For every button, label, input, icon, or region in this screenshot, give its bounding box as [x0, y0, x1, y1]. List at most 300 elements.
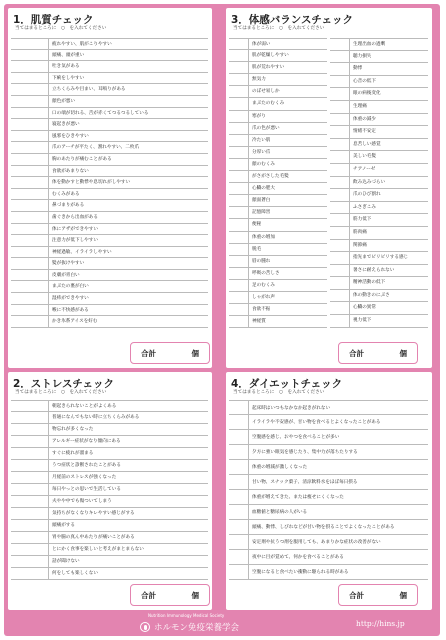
- check-box[interactable]: [330, 277, 350, 289]
- check-box[interactable]: [330, 126, 350, 138]
- section-title: 4．ダイエットチェック: [231, 378, 343, 390]
- checklist-item-text: 足のむくみ: [252, 282, 275, 288]
- check-box[interactable]: [330, 189, 350, 201]
- checklist-item-text: イライラや不安感が、甘い物を食べるとよくなったことがある: [252, 420, 381, 425]
- check-box[interactable]: [330, 51, 350, 63]
- checklist-row: [229, 207, 327, 219]
- checklist-row: [11, 568, 208, 580]
- check-box[interactable]: [229, 550, 249, 564]
- checklist-item-text: 皮膚が青白い: [52, 272, 80, 278]
- check-box[interactable]: [330, 76, 350, 88]
- check-box[interactable]: [11, 73, 49, 84]
- checklist-item-text: 毎日やっとの思いで生活している: [52, 487, 121, 492]
- checklist-item-text: すぐに疲れが溜まる: [52, 451, 94, 456]
- checklist-item-text: しゃがれ声: [252, 294, 275, 300]
- checklist-item-text: ふさぎこみ: [353, 204, 376, 210]
- check-box[interactable]: [229, 401, 249, 414]
- checklist-item-text: 精神活動の低下: [353, 280, 386, 286]
- total-label: 合計: [141, 590, 156, 600]
- checklist-item-text: 冷たい肌: [252, 137, 271, 143]
- checklist-rows-right: [330, 38, 428, 328]
- check-box[interactable]: [229, 490, 249, 504]
- check-box[interactable]: [11, 401, 49, 411]
- checklist-item-text: まぶたの裏が白い: [52, 284, 89, 290]
- check-box[interactable]: [330, 302, 350, 314]
- check-box[interactable]: [330, 240, 350, 252]
- checklist-row: [330, 76, 428, 89]
- check-box[interactable]: [330, 88, 350, 100]
- physical-balance-panel: [226, 8, 432, 368]
- checklist-row: [229, 135, 327, 147]
- checklist-item-text: 頭痛がする: [52, 523, 75, 528]
- count-unit: 個: [399, 348, 407, 358]
- check-box[interactable]: [229, 292, 249, 303]
- checklist-row: [11, 316, 208, 328]
- check-box[interactable]: [11, 508, 49, 519]
- check-box[interactable]: [11, 235, 49, 246]
- website-url: http://hins.jp: [356, 619, 405, 628]
- checklist-item-text: 甘い物、スナック菓子、清涼飲料水をほぼ毎日摂る: [252, 480, 358, 485]
- check-box[interactable]: [11, 270, 49, 281]
- check-box[interactable]: [11, 177, 49, 188]
- checklist-row: [11, 84, 208, 96]
- checklist-item-text: 疲れやすい、肌がこりやすい: [52, 42, 112, 47]
- check-box[interactable]: [330, 177, 350, 189]
- checklist-item-text: 美しい毛髪: [353, 154, 376, 160]
- section-title: 1．肌質チェック: [13, 14, 94, 26]
- checklist-row: [330, 164, 428, 177]
- checklist-item-text: 頭痛、動悸、しびれなどが甘い物を摂ることでよくなったことがある: [252, 525, 395, 530]
- checklist-row: [11, 189, 208, 201]
- checklist-item-text: 気持ちがなくなりキレやすい感じがする: [52, 511, 135, 516]
- check-box[interactable]: [11, 142, 49, 153]
- check-box[interactable]: [229, 268, 249, 279]
- checklist-item-text: 髪が抜けやすい: [52, 261, 85, 267]
- checklist-row: [330, 151, 428, 164]
- checklist-item-text: アレルギー症状がなり傾向にある: [52, 439, 121, 444]
- checklist-row: [330, 227, 428, 240]
- checklist-item-text: 体重が増えてきた、または痩せにくくなった: [252, 495, 344, 500]
- check-box[interactable]: [330, 227, 350, 239]
- check-box[interactable]: [330, 265, 350, 277]
- checklist-row: [330, 38, 428, 51]
- checklist-row: [11, 61, 208, 73]
- count-unit: 個: [191, 590, 199, 600]
- checklist-row: [229, 256, 327, 268]
- check-box[interactable]: [229, 159, 249, 170]
- checklist-row: [229, 195, 327, 207]
- check-box[interactable]: [229, 50, 249, 61]
- checklist-row: [229, 244, 327, 256]
- check-box[interactable]: [229, 111, 249, 122]
- checklist-item-text: 神経質: [252, 319, 266, 325]
- checklist-item-text: 空腹感を感じ、おやつを食べることが多い: [252, 435, 340, 440]
- checklist-item-text: 聴力損失: [353, 53, 372, 59]
- check-box[interactable]: [11, 258, 49, 269]
- checklist-row: [11, 556, 208, 568]
- checklist-item-text: 分厚い爪: [252, 149, 271, 155]
- count-unit: 個: [191, 348, 199, 358]
- checklist-item-text: 唇の腫れ: [252, 258, 271, 264]
- check-box[interactable]: [11, 424, 49, 435]
- checklist-item-text: 朝起きられないことがよくある: [52, 404, 117, 409]
- checklist-rows-left: [229, 38, 327, 328]
- checklist-rows: [11, 38, 208, 328]
- section-hint: 当てはまるところに ○ を入れてください: [233, 26, 325, 31]
- checklist-item-text: 脱毛: [252, 246, 262, 252]
- checklist-item-text: 心臓の異常: [353, 305, 376, 311]
- checklist-item-text: 顔のむくみ: [252, 161, 275, 167]
- checklist-row: [330, 63, 428, 76]
- check-box[interactable]: [229, 304, 249, 315]
- check-box[interactable]: [11, 154, 49, 165]
- checklist-item-text: 心臓の肥大: [252, 186, 275, 192]
- checklist-row: [229, 171, 327, 183]
- checklist-row: [330, 139, 428, 152]
- checklist-item-text: 動悸: [353, 66, 363, 72]
- check-box[interactable]: [11, 520, 49, 531]
- checklist-row: [11, 166, 208, 178]
- checklist-row: [330, 290, 428, 303]
- check-box[interactable]: [330, 290, 350, 302]
- check-box[interactable]: [11, 96, 49, 107]
- checklist-item-text: 血糖値と糖尿病の人がいる: [252, 510, 308, 515]
- checklist-item-text: 便秘: [252, 222, 262, 228]
- checklist-row: [229, 159, 327, 171]
- checklist-row: [11, 73, 208, 85]
- check-box[interactable]: [11, 212, 49, 223]
- checklist-item-text: 顔面蒼白: [252, 198, 271, 204]
- society-logo-icon: [140, 622, 150, 632]
- checklist-item-text: 体の動きのにぶさ: [353, 292, 390, 298]
- checklist-item-text: 筋力低下: [353, 217, 372, 223]
- check-box[interactable]: [229, 195, 249, 206]
- check-box[interactable]: [11, 189, 49, 200]
- check-box[interactable]: [330, 164, 350, 176]
- checklist-row: [11, 258, 208, 270]
- checklist-row: [229, 565, 428, 580]
- check-box[interactable]: [11, 496, 49, 507]
- total-box: [130, 584, 210, 606]
- check-box[interactable]: [11, 166, 49, 177]
- checklist-item-text: むくみがある: [52, 191, 80, 197]
- checklist-row: [229, 415, 428, 430]
- diet-check-panel: [226, 372, 432, 610]
- check-box[interactable]: [11, 108, 49, 119]
- checklist-row: [11, 400, 208, 412]
- checklist-row: [229, 475, 428, 490]
- check-box[interactable]: [229, 74, 249, 85]
- checklist-item-text: 体が弱い: [252, 42, 271, 47]
- check-box[interactable]: [11, 131, 49, 142]
- check-box[interactable]: [11, 448, 49, 459]
- check-box[interactable]: [330, 214, 350, 226]
- checklist-row: [229, 316, 327, 328]
- checklist-item-text: 爪のひび割れ: [353, 192, 381, 198]
- checklist-row: [11, 520, 208, 532]
- checklist-item-text: 頭痛、頭が重い: [52, 52, 85, 58]
- checklist-row: [330, 315, 428, 328]
- check-box[interactable]: [330, 63, 350, 75]
- checklist-item-text: 視力低下: [353, 318, 372, 324]
- checklist-item-text: 吐き気がある: [52, 64, 80, 70]
- checklist-item-text: 何をしても楽しくない: [52, 571, 98, 576]
- brand-subtitle: Nutrition Immunology Medical Society: [148, 613, 225, 618]
- check-box[interactable]: [11, 532, 49, 543]
- check-box[interactable]: [11, 119, 49, 130]
- checklist-item-text: チアノーゼ: [353, 166, 376, 172]
- checklist-row: [229, 183, 327, 195]
- check-box[interactable]: [11, 544, 49, 555]
- checklist-row: [229, 430, 428, 445]
- checklist-row: [11, 472, 208, 484]
- checklist-row: [11, 460, 208, 472]
- check-box[interactable]: [330, 315, 350, 327]
- checklist-row: [330, 214, 428, 227]
- checklist-row: [229, 505, 428, 520]
- checklist-row: [11, 212, 208, 224]
- checklist-row: [11, 293, 208, 305]
- checklist-row: [11, 281, 208, 293]
- checklist-row: [229, 123, 327, 135]
- check-box[interactable]: [11, 50, 49, 61]
- checklist-row: [330, 88, 428, 101]
- checklist-row: [229, 490, 428, 505]
- checklist-row: [229, 62, 327, 74]
- checklist-row: [11, 247, 208, 259]
- checklist-row: [11, 544, 208, 556]
- checklist-rows: [229, 400, 428, 580]
- check-box[interactable]: [229, 183, 249, 194]
- checklist-item-text: 立ちくらみや目まい、耳鳴りがある: [52, 87, 126, 93]
- checklist-row: [11, 119, 208, 131]
- check-box[interactable]: [229, 244, 249, 255]
- checklist-row: [11, 532, 208, 544]
- check-box[interactable]: [229, 430, 249, 444]
- section-hint: 当てはまるところに ○ を入れてください: [233, 390, 325, 395]
- checklist-item-text: 生理痛: [353, 103, 367, 109]
- check-box[interactable]: [330, 39, 350, 50]
- check-box[interactable]: [11, 436, 49, 447]
- check-box[interactable]: [229, 445, 249, 459]
- checklist-item-text: 物忘れが多くなった: [52, 427, 94, 432]
- checklist-item-text: うつ症状と診断されたことがある: [52, 463, 121, 468]
- check-box[interactable]: [330, 252, 350, 264]
- check-box[interactable]: [11, 293, 49, 304]
- check-box[interactable]: [229, 535, 249, 549]
- check-box[interactable]: [229, 256, 249, 267]
- checklist-item-text: 関節痛: [353, 242, 367, 248]
- skin-check-panel: [8, 8, 212, 368]
- checklist-item-text: かき氷系アイスを好む: [52, 319, 98, 325]
- check-box[interactable]: [11, 556, 49, 567]
- total-label: 合計: [349, 348, 364, 358]
- checklist-item-text: 筋肉痛: [353, 229, 367, 235]
- check-box[interactable]: [330, 101, 350, 113]
- checklist-item-text: 心音の低下: [353, 78, 376, 84]
- check-box[interactable]: [229, 135, 249, 146]
- checklist-row: [229, 520, 428, 535]
- check-box[interactable]: [229, 39, 249, 49]
- checklist-row: [11, 131, 208, 143]
- society-name: ホルモン免疫栄養学会: [154, 623, 240, 633]
- checklist-item-text: 息苦しい感覚: [353, 141, 381, 147]
- checklist-row: [11, 142, 208, 154]
- check-box[interactable]: [11, 316, 49, 327]
- checklist-row: [11, 484, 208, 496]
- check-box[interactable]: [11, 281, 49, 292]
- checklist-item-text: 記憶障害: [252, 210, 271, 216]
- checklist-row: [229, 111, 327, 123]
- check-box[interactable]: [11, 460, 49, 471]
- checklist-row: [229, 292, 327, 304]
- check-box[interactable]: [229, 98, 249, 109]
- check-box[interactable]: [11, 39, 49, 49]
- check-box[interactable]: [229, 62, 249, 73]
- checklist-item-text: 体重の減少: [353, 116, 376, 122]
- check-box[interactable]: [330, 151, 350, 163]
- check-box[interactable]: [11, 247, 49, 258]
- total-label: 合計: [141, 348, 156, 358]
- check-box[interactable]: [330, 114, 350, 126]
- checklist-item-text: 胃や腸の真ん中あたりが痛いことがある: [52, 535, 135, 540]
- checklist-item-text: 体重の増加: [252, 234, 275, 240]
- checklist-row: [229, 445, 428, 460]
- checklist-row: [330, 114, 428, 127]
- checklist-row: [229, 268, 327, 280]
- checklist-row: [229, 38, 327, 50]
- checklist-row: [330, 126, 428, 139]
- checklist-item-text: 体を動かすと動悸や息切れがしやすい: [52, 180, 131, 186]
- total-box: [338, 342, 418, 364]
- checklist-item-text: 起床時はいつもなかなか起きがれない: [252, 406, 331, 411]
- footer: [0, 610, 446, 636]
- stress-check-panel: [8, 372, 212, 610]
- check-box[interactable]: [11, 224, 49, 235]
- checklist-row: [11, 50, 208, 62]
- check-box[interactable]: [229, 280, 249, 291]
- check-box[interactable]: [330, 202, 350, 214]
- section-title: 2．ストレスチェック: [13, 378, 114, 390]
- checklist-item-text: 眼の病後変化: [353, 91, 381, 97]
- checklist-row: [229, 74, 327, 86]
- check-box[interactable]: [11, 84, 49, 95]
- checklist-row: [229, 460, 428, 475]
- check-box[interactable]: [229, 86, 249, 97]
- checklist-row: [330, 240, 428, 253]
- checklist-item-text: 下痢をしやすい: [52, 75, 85, 81]
- total-box: [338, 584, 418, 606]
- total-label: 合計: [349, 590, 364, 600]
- check-box[interactable]: [11, 305, 49, 316]
- check-box[interactable]: [229, 505, 249, 519]
- checklist-item-text: 呼吸の苦しさ: [252, 270, 280, 276]
- checklist-row: [229, 86, 327, 98]
- check-box[interactable]: [11, 568, 49, 579]
- check-box[interactable]: [229, 460, 249, 474]
- check-box[interactable]: [229, 219, 249, 230]
- checklist-item-text: 風邪をひきやすい: [52, 133, 89, 139]
- checklist-item-text: 話が聞けない: [52, 559, 80, 564]
- checklist-row: [229, 98, 327, 110]
- checklist-row: [330, 177, 428, 190]
- check-box[interactable]: [229, 316, 249, 327]
- check-box[interactable]: [229, 565, 249, 579]
- checklist-row: [11, 496, 208, 508]
- checklist-row: [11, 436, 208, 448]
- checklist-item-text: 夫やや中でも傷ついてしまう: [52, 499, 112, 504]
- checklist-item-text: 胸のあたりが痛むことがある: [52, 156, 112, 162]
- checklist-item-text: まぶたのむくみ: [252, 101, 285, 107]
- checklist-item-text: 歯ぐきから出血がある: [52, 214, 98, 220]
- check-box[interactable]: [229, 415, 249, 429]
- checklist-row: [229, 304, 327, 316]
- check-box[interactable]: [11, 200, 49, 211]
- checklist-row: [11, 448, 208, 460]
- checklist-item-text: 無気力: [252, 77, 266, 83]
- checklist-row: [229, 400, 428, 415]
- checklist-item-text: 空腹になると食べたい衝動に駆られる時がある: [252, 570, 349, 575]
- check-box[interactable]: [229, 207, 249, 218]
- checklist-item-text: 暑さに耐えられない: [353, 267, 395, 273]
- check-box[interactable]: [330, 139, 350, 151]
- checklist-item-text: 夕方に強い眠気を感じたり、集中力が落ちたりする: [252, 450, 358, 455]
- check-box[interactable]: [229, 123, 249, 134]
- checklist-item-text: 体重の増減が激しくなった: [252, 465, 308, 470]
- checklist-item-text: 体にアザができやすい: [52, 226, 98, 232]
- checklist-item-text: 喉に不快感がある: [52, 307, 89, 313]
- check-box[interactable]: [229, 520, 249, 534]
- checklist-item-text: 安定剤や抗うつ剤を服用しても、あまりかな症状の改善がない: [252, 540, 381, 545]
- checklist-item-text: 生理出血の過剰: [353, 42, 386, 47]
- check-box[interactable]: [11, 61, 49, 72]
- check-box[interactable]: [229, 475, 249, 489]
- check-box[interactable]: [229, 147, 249, 158]
- checklist-item-text: 爪の色が悪い: [252, 125, 280, 131]
- checklist-row: [11, 108, 208, 120]
- checklist-item-text: 普通になんでもない時に立ちくらみがある: [52, 415, 140, 420]
- checklist-row: [11, 96, 208, 108]
- society-logo: [140, 621, 239, 633]
- checklist-row: [11, 412, 208, 424]
- checklist-item-text: 顔色が悪い: [52, 98, 75, 104]
- section-hint: 当てはまるところに ○ を入れてください: [15, 390, 107, 395]
- checklist-row: [330, 265, 428, 278]
- checklist-item-text: 食欲があまりない: [52, 168, 89, 174]
- check-box[interactable]: [11, 412, 49, 423]
- checklist-item-text: 食欲不振: [252, 307, 271, 313]
- check-box[interactable]: [229, 171, 249, 182]
- checklist-row: [11, 508, 208, 520]
- checklist-row: [330, 51, 428, 64]
- checklist-item-text: がさがさした毛髪: [252, 174, 289, 180]
- checklist-item-text: のぼせ易しか: [252, 89, 280, 95]
- checklist-row: [229, 50, 327, 62]
- checklist-row: [330, 189, 428, 202]
- checklist-item-text: 神経過敏、イライラしやすい: [52, 249, 112, 255]
- check-box[interactable]: [11, 484, 49, 495]
- checklist-item-text: 肌が荒れやすい: [252, 65, 285, 71]
- section-hint: 当てはまるところに ○ を入れてください: [15, 26, 107, 31]
- checklist-row: [229, 550, 428, 565]
- check-box[interactable]: [11, 472, 49, 483]
- checklist-row: [330, 202, 428, 215]
- checklist-item-text: とにかく食事を楽しいと考えがまとまらない: [52, 547, 144, 552]
- check-box[interactable]: [229, 232, 249, 243]
- checklist-row: [229, 147, 327, 159]
- checklist-rows: [11, 400, 208, 580]
- checklist-row: [229, 535, 428, 550]
